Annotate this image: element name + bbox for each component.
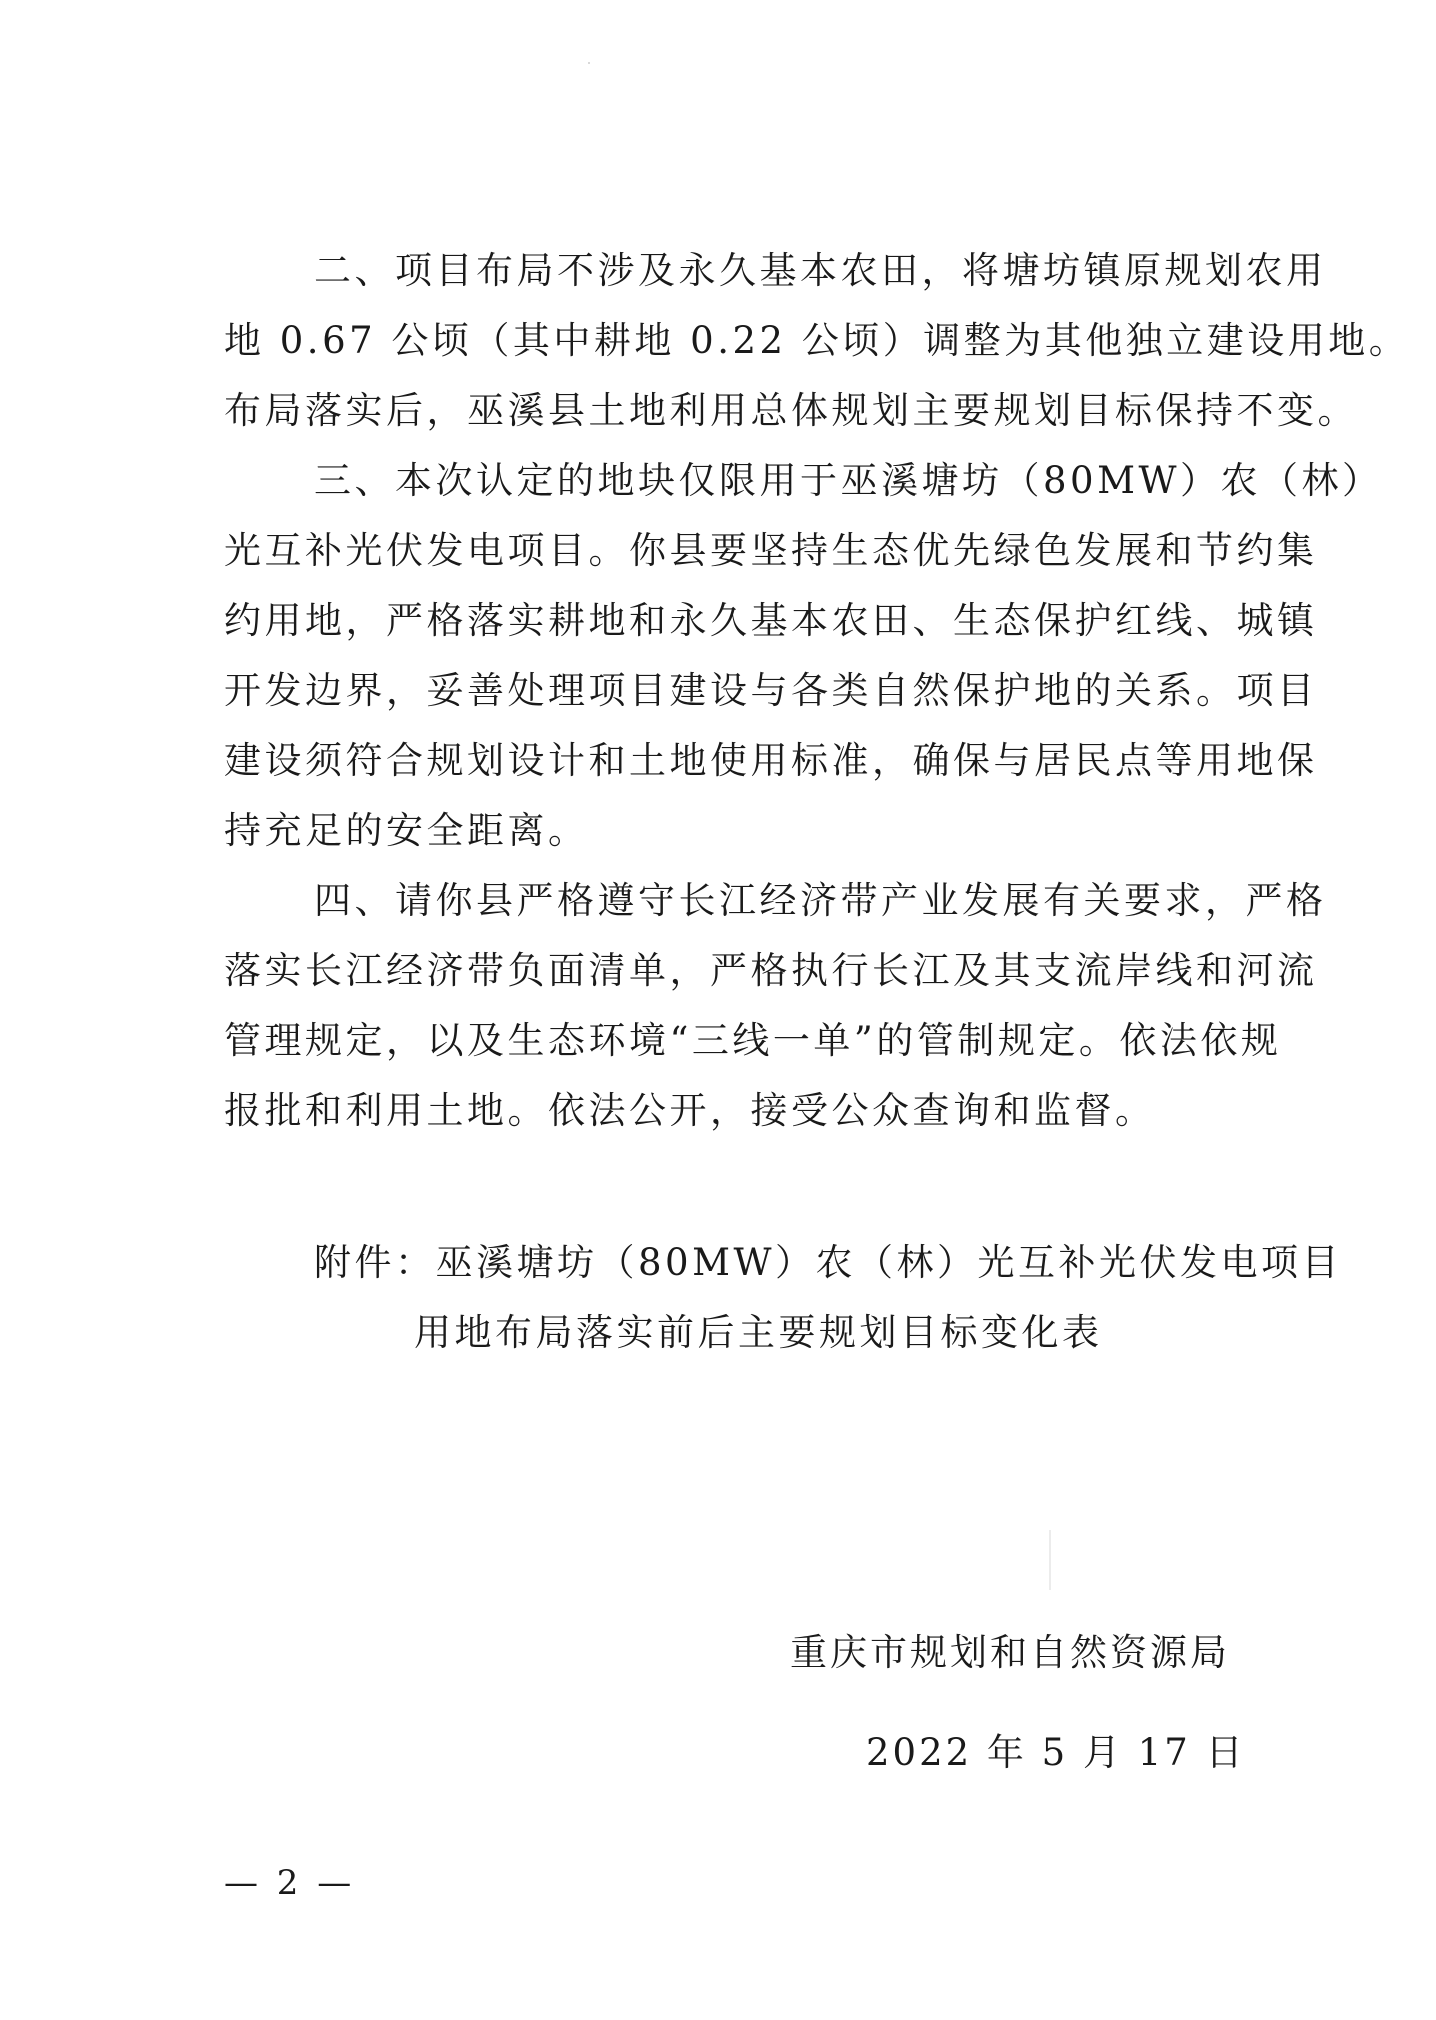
para3-line-3: 约用地，严格落实耕地和永久基本农田、生态保护红线、城镇 (224, 599, 1318, 642)
para3-line-5: 建设须符合规划设计和土地使用标准，确保与居民点等用地保 (224, 739, 1318, 782)
para4-line-2: 落实长江经济带负面清单，严格执行长江及其支流岸线和河流 (224, 949, 1318, 992)
attachment-line-2: 用地布局落实前后主要规划目标变化表 (414, 1311, 1103, 1354)
para4-line-4: 报批和利用土地。依法公开，接受公众查询和监督。 (224, 1089, 1156, 1132)
signature-organization: 重庆市规划和自然资源局 (790, 1631, 1230, 1674)
para2-line-3: 布局落实后，巫溪县土地利用总体规划主要规划目标保持不变。 (224, 389, 1358, 432)
para2-line-2: 地 0.67 公顷（其中耕地 0.22 公顷）调整为其他独立建设用地。 (224, 319, 1410, 362)
para3-line-1: 三、本次认定的地块仅限用于巫溪塘坊（80MW）农（林） (314, 459, 1383, 502)
attachment-line-1: 附件：巫溪塘坊（80MW）农（林）光互补光伏发电项目 (314, 1241, 1342, 1284)
para4-line-1: 四、请你县严格遵守长江经济带产业发展有关要求，严格 (314, 879, 1327, 922)
scan-speck (1049, 1530, 1051, 1590)
para3-line-2: 光互补光伏发电项目。你县要坚持生态优先绿色发展和节约集 (224, 529, 1318, 572)
page-number: — 2 — (224, 1863, 356, 1903)
para3-line-6: 持充足的安全距离。 (224, 809, 589, 852)
para4-line-3: 管理规定，以及生态环境“三线一单”的管制规定。依法依规 (224, 1019, 1282, 1062)
scan-speck (588, 62, 590, 64)
para2-line-1: 二、项目布局不涉及永久基本农田，将塘坊镇原规划农用 (314, 249, 1327, 292)
para3-line-4: 开发边界，妥善处理项目建设与各类自然保护地的关系。项目 (224, 669, 1318, 712)
signature-date: 2022 年 5 月 17 日 (866, 1731, 1246, 1774)
